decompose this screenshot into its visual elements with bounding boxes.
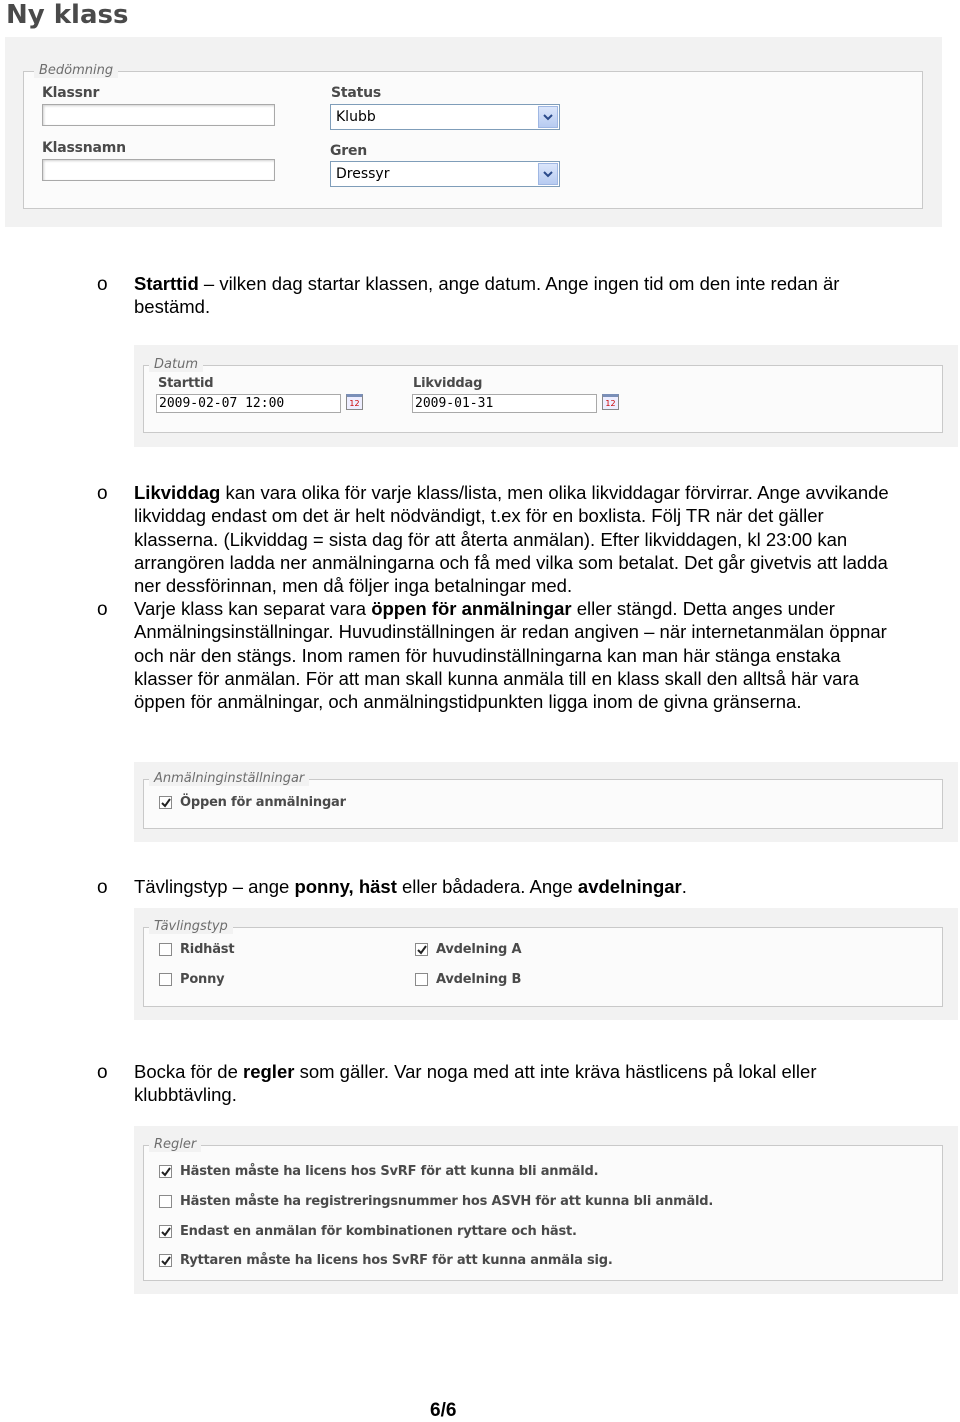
competition-type-paragraph — [134, 875, 904, 898]
klassnr-input[interactable] — [42, 104, 275, 126]
competition-type-text-3: . — [681, 876, 687, 897]
rule-checkbox[interactable] — [159, 1165, 172, 1178]
check-icon — [161, 1256, 171, 1266]
rule-label: Hästen måste ha licens hos SvRF för att kunna bli anmäld. — [180, 1164, 599, 1179]
open-registration-checkbox[interactable] — [159, 796, 172, 809]
page-number: 6/6 — [430, 1400, 457, 1421]
rule-checkbox[interactable] — [159, 1254, 172, 1267]
gren-value: Dressyr — [336, 166, 390, 182]
starttid-text: – vilken dag startar klassen, ange datum. Ange ingen tid om den inte redan är bestämd. — [134, 273, 840, 318]
competition-type-screenshot — [134, 908, 958, 1020]
assessment-legend: Bedömning — [34, 63, 118, 78]
rules-paragraph — [134, 1060, 904, 1107]
rule-label: Endast en anmälan för kombinationen ryttare och häst. — [180, 1224, 577, 1239]
avdelning-a-label: Avdelning A — [436, 942, 522, 957]
date-screenshot — [134, 345, 958, 447]
rule-option[interactable] — [159, 1194, 713, 1209]
open-registration-label: Öppen för anmälningar — [180, 795, 346, 810]
likviddag-input[interactable]: 2009-01-31 — [412, 394, 597, 413]
ponny-label: Ponny — [180, 972, 225, 987]
ridhast-option[interactable] — [159, 942, 234, 957]
list-bullet: o — [97, 599, 108, 620]
chevron-down-icon[interactable] — [538, 163, 558, 185]
calendar-icon[interactable]: 12 — [346, 394, 363, 410]
avdelning-b-checkbox[interactable] — [415, 973, 428, 986]
calendar-icon[interactable]: 12 — [602, 394, 619, 410]
page-title: Ny klass — [6, 0, 129, 30]
open-registration-paragraph — [134, 597, 904, 713]
open-registration-option[interactable] — [159, 795, 346, 810]
competition-type-legend: Tävlingstyp — [149, 919, 233, 934]
check-icon — [161, 1227, 171, 1237]
avdelning-b-label: Avdelning B — [436, 972, 522, 987]
competition-type-term-1: ponny, häst — [294, 876, 397, 897]
status-select[interactable] — [330, 104, 560, 130]
gren-label: Gren — [330, 143, 368, 159]
registration-settings-screenshot — [134, 762, 958, 842]
rules-screenshot — [134, 1126, 958, 1294]
rules-legend: Regler — [149, 1137, 201, 1152]
ponny-option[interactable] — [159, 972, 224, 987]
open-registration-text-1: Varje klass kan separat vara — [134, 598, 372, 619]
ridhast-checkbox[interactable] — [159, 943, 172, 956]
open-registration-text-2: eller stängd. Detta anges under Anmälningsinställningar. Huvudinställningen är redan angiven – när internetanmälan öppnar och när den stängs. Inom ramen för huvudinställningarna kan man här stänga enstaka klasser för anmälan. För att man skall kunna anmäla till en klass skall den alltså här vara öppen för anmälningar, och anmälningstidpunkten ligga inom de givna gränserna. — [134, 598, 887, 713]
likviddag-label: Likviddag — [413, 376, 483, 391]
status-label: Status — [331, 85, 382, 101]
avdelning-b-option[interactable] — [415, 972, 521, 987]
starttid-term: Starttid — [134, 273, 199, 294]
registration-settings-legend: Anmälninginställningar — [149, 771, 309, 786]
open-registration-term: öppen för anmälningar — [371, 598, 572, 619]
rule-label: Hästen måste ha registreringsnummer hos ASVH för att kunna bli anmäld. — [180, 1194, 714, 1209]
likviddag-term: Likviddag — [134, 482, 221, 503]
list-bullet: o — [97, 877, 108, 898]
rules-text-1: Bocka för de — [134, 1061, 244, 1082]
rule-checkbox[interactable] — [159, 1195, 172, 1208]
competition-type-term-2: avdelningar — [577, 876, 682, 897]
list-bullet: o — [97, 274, 108, 295]
starttid-paragraph — [134, 272, 904, 319]
rule-label: Ryttaren måste ha licens hos SvRF för att kunna anmäla sig. — [180, 1253, 613, 1268]
likviddag-text: kan vara olika för varje klass/lista, men olika likviddagar förvirrar. Ange avvikande likviddag endast om det är helt nödvändigt, t.ex för en boxlista. Följ TR när det gäller klasserna. (Likviddag = sista dag för att återta anmälan). Efter likviddagen, kl 23:00 kan arrangören ladda ner anmälningarna och få med vilka som betalat. Det går givetvis att ladda ner dessförinnan, men då följer inga betalningar med. — [134, 482, 889, 597]
list-bullet: o — [97, 483, 108, 504]
new-class-screenshot — [5, 37, 942, 227]
check-icon — [417, 945, 427, 955]
list-bullet: o — [97, 1062, 108, 1083]
klassnamn-label: Klassnamn — [42, 140, 126, 156]
competition-type-fieldset — [143, 927, 943, 1007]
rule-option[interactable] — [159, 1224, 577, 1239]
rules-text-2: som gäller. Var noga med att inte kräva hästlicens på lokal eller klubbtävling. — [134, 1061, 817, 1106]
rule-option[interactable] — [159, 1253, 613, 1268]
rules-term: regler — [243, 1061, 295, 1082]
check-icon — [161, 798, 171, 808]
competition-type-text-2: eller bådadera. Ange — [396, 876, 578, 897]
chevron-down-icon[interactable] — [538, 106, 558, 128]
avdelning-a-option[interactable] — [415, 942, 521, 957]
starttid-label: Starttid — [158, 376, 214, 391]
date-legend: Datum — [149, 357, 203, 372]
rule-checkbox[interactable] — [159, 1225, 172, 1238]
ridhast-label: Ridhäst — [180, 942, 235, 957]
status-value: Klubb — [336, 109, 376, 125]
ponny-checkbox[interactable] — [159, 973, 172, 986]
rule-option[interactable] — [159, 1164, 598, 1179]
competition-type-text-1: Tävlingstyp – ange — [134, 876, 295, 897]
starttid-input[interactable]: 2009-02-07 12:00 — [156, 394, 341, 413]
assessment-fieldset — [23, 71, 923, 209]
gren-select[interactable] — [330, 161, 560, 187]
avdelning-a-checkbox[interactable] — [415, 943, 428, 956]
klassnamn-input[interactable] — [42, 159, 275, 181]
klassnr-label: Klassnr — [42, 85, 100, 101]
likviddag-paragraph — [134, 481, 904, 597]
check-icon — [161, 1167, 171, 1177]
